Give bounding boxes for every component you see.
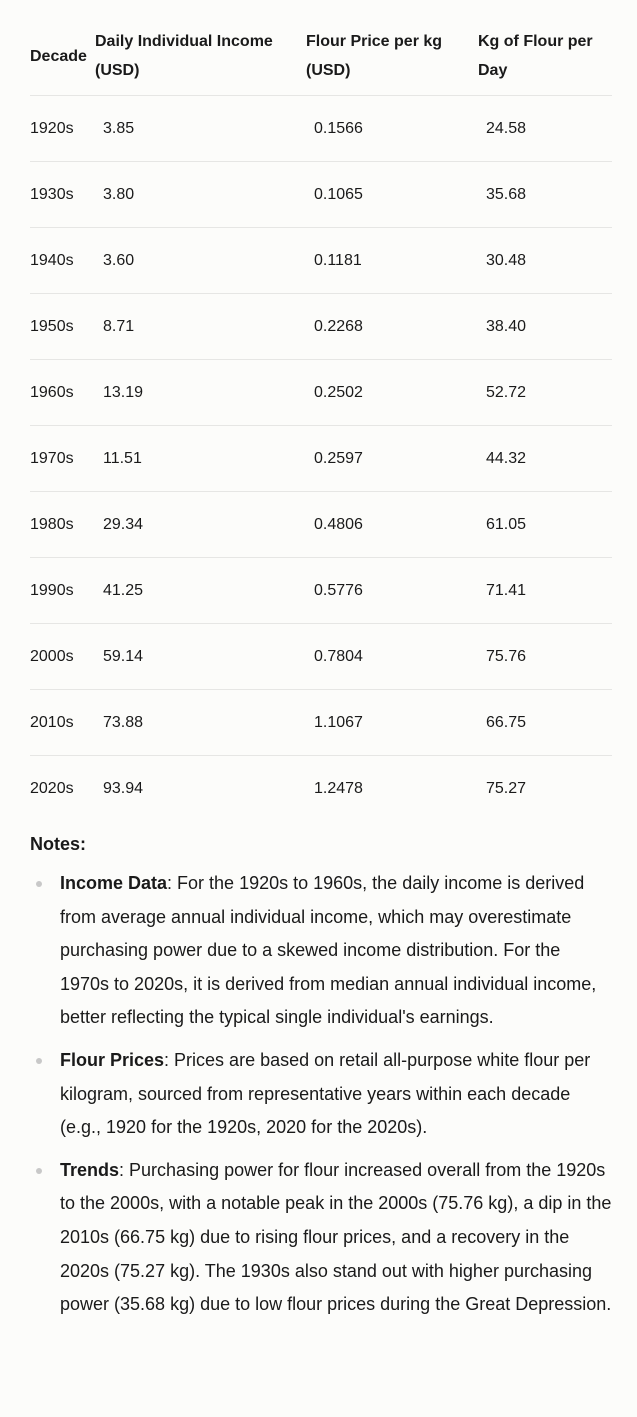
cell-decade: 1980s [30,492,95,558]
table-row [30,426,612,492]
header-kg-flour: Kg of Flour per Day [478,16,612,96]
cell-kg-flour: 61.05 [478,492,612,558]
cell-income: 11.51 [95,426,306,492]
table-row [30,162,612,228]
cell-income: 13.19 [95,360,306,426]
cell-income: 8.71 [95,294,306,360]
cell-flour-price: 0.1566 [306,96,478,162]
note-item [30,1044,612,1145]
cell-decade: 1940s [30,228,95,294]
cell-decade: 2010s [30,690,95,756]
cell-income: 29.34 [95,492,306,558]
note-text: : Purchasing power for flour increased overall from the 1920s to the 2000s, with a notable peak in the 2000s (75.76 kg), a dip in the 2010s (66.75 kg) due to rising flour prices, and a recovery in the 2020s (75.27 kg). The 1930s also stand out with higher purchasing power (35.68 kg) due to low flour prices during the Great Depression. [60,1159,612,1315]
table-row [30,624,612,690]
header-flour-price: Flour Price per kg (USD) [306,16,478,96]
cell-kg-flour: 71.41 [478,558,612,624]
cell-income: 93.94 [103,779,144,797]
cell-income: 73.88 [95,690,306,756]
bullet-icon [36,881,42,887]
note-term: Income Data [60,873,168,893]
note-term: Trends [60,1159,120,1180]
cell-kg-flour: 35.68 [478,162,612,228]
note-text: : Prices are based on retail all-purpose white flour per kilogram, sourced from representative years within each decade (e.g., 1920 for the 1920s, 2020 for the 2020s). [60,1049,591,1138]
table-header-row [30,16,612,96]
notes-title: Notes: [30,834,87,854]
cell-flour-price: 0.2502 [306,360,478,426]
cell-kg-flour: 24.58 [478,96,612,162]
cell-decade: 1970s [30,426,95,492]
notes-section [30,829,612,1331]
note-text: : For the 1920s to 1960s, the daily income is derived from average annual individual income, which may overestimate purchasing power due to a skewed income distribution. For the 1970s to 2020s, it is derived from median annual individual income, better reflecting the typical single individual's earnings. [60,873,597,1028]
cell-decade: 1960s [30,360,95,426]
cell-flour-price: 0.7804 [306,624,478,690]
cell-flour-price: 0.5776 [306,558,478,624]
cell-kg-flour: 52.72 [478,360,612,426]
cell-income: 3.60 [95,228,306,294]
cell-flour-price: 0.2597 [306,426,478,492]
cell-kg-flour: 44.32 [478,426,612,492]
table-row [30,96,612,162]
bullet-icon [36,1168,42,1174]
cell-income: 3.80 [95,162,306,228]
table-row [30,558,612,624]
cell-decade: 2020s [30,779,74,797]
header-income: Daily Individual Income (USD) [95,16,306,96]
cell-decade: 1920s [30,96,95,162]
bullet-icon [36,1058,42,1064]
cell-kg-flour: 30.48 [478,228,612,294]
cell-kg-flour: 75.27 [486,779,527,797]
table-row [30,756,612,822]
table-row [30,492,612,558]
table-row [30,690,612,756]
cell-decade: 1990s [30,558,95,624]
cell-income: 41.25 [95,558,306,624]
table-row [30,228,612,294]
cell-flour-price: 0.1181 [306,228,478,294]
flour-purchasing-table [30,16,612,821]
cell-flour-price: 0.1065 [306,162,478,228]
cell-decade: 1930s [30,162,95,228]
cell-income: 3.85 [95,96,306,162]
note-item [30,867,612,1035]
cell-decade: 2000s [30,624,95,690]
cell-kg-flour: 38.40 [478,294,612,360]
note-item [30,1154,612,1322]
cell-flour-price: 0.2268 [306,294,478,360]
note-term: Flour Prices [60,1049,165,1070]
header-decade: Decade [30,16,95,96]
cell-flour-price: 0.4806 [306,492,478,558]
cell-flour-price: 1.1067 [306,690,478,756]
cell-decade: 1950s [30,294,95,360]
table-row [30,294,612,360]
cell-kg-flour: 75.76 [478,624,612,690]
cell-kg-flour: 66.75 [478,690,612,756]
notes-list [30,867,612,1322]
cell-flour-price: 1.2478 [314,779,363,797]
table-row [30,360,612,426]
cell-income: 59.14 [95,624,306,690]
table-body [30,96,612,822]
